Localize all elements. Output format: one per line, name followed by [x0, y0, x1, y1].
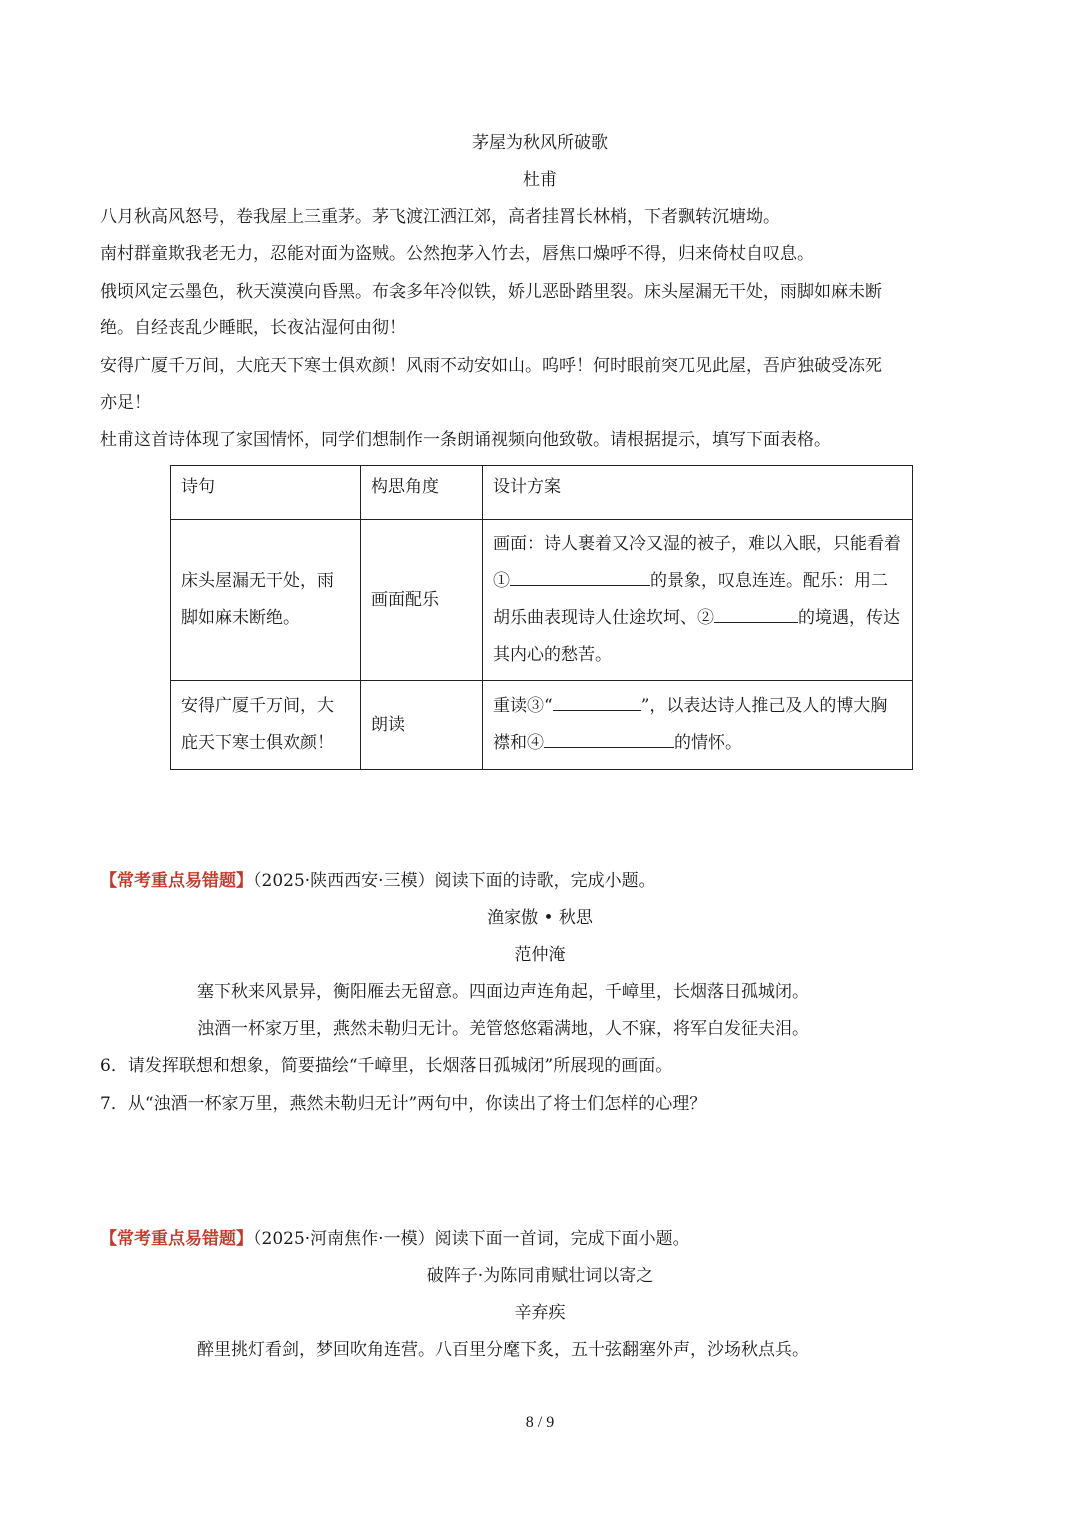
- answer-blank-3[interactable]: [553, 688, 641, 711]
- plan-text: 重读③“: [493, 696, 553, 716]
- page-number: 8 / 9: [525, 1414, 555, 1431]
- table-row: [171, 681, 913, 770]
- question-item: 6．请发挥联想和想象，简要描绘“千嶂里，长烟落日孤城闭”所展现的画面。: [100, 1056, 673, 1076]
- poem-line: 绝。自经丧乱少睡眠，长夜沾湿何由彻！: [100, 318, 406, 338]
- angle-cell: 画面配乐: [361, 520, 483, 681]
- intro-text: （2025·陕西西安·三模）阅读下面的诗歌，完成小题。: [253, 871, 656, 891]
- plan-cell: [483, 681, 913, 770]
- poem-line: 浊酒一杯家万里，燕然未勒归无计。羌管悠悠霜满地，人不寐，将军白发征夫泪。: [197, 1019, 809, 1039]
- plan-text: ”，以表达诗人推己及人的博大胸襟和④: [493, 696, 888, 753]
- poem-author: 范仲淹: [514, 945, 566, 965]
- plan-text: 的景象，叹息连连。配乐：用二胡乐曲表现诗人仕途坎坷、②: [493, 571, 888, 628]
- question-item: 7．从“浊酒一杯家万里，燕然未勒归无计”两句中，你读出了将士们怎样的心理？: [100, 1094, 707, 1114]
- poem-line: 安得广厦千万间，大庇天下寒士俱欢颜！风雨不动安如山。呜呼！何时眼前突兀见此屋，吾庐独破受冻死: [100, 356, 882, 376]
- poem-line: 塞下秋来风景异，衡阳雁去无留意。四面边声连角起，千嶂里，长烟落日孤城闭。: [197, 982, 809, 1002]
- angle-cell: 朗读: [361, 681, 483, 770]
- question-tag: 【常考重点易错题】: [100, 871, 253, 891]
- table-row: [171, 520, 913, 681]
- poem-title: 渔家傲 • 秋思: [487, 908, 593, 928]
- verse-cell: 安得广厦千万间，大庇天下寒士俱欢颜！: [171, 681, 361, 770]
- plan-cell: [483, 520, 913, 681]
- plan-text: 画面：诗人裹着又冷又湿的被子，难以入眠，只能看着①: [493, 534, 901, 591]
- instruction: 杜甫这首诗体现了家国情怀，同学们想制作一条朗诵视频向他致敬。请根据提示，填写下面表格。: [100, 430, 831, 450]
- poem-line: 八月秋高风怒号，卷我屋上三重茅。茅飞渡江洒江郊，高者挂罥长林梢，下者飘转沉塘坳。: [100, 207, 780, 227]
- table-header: 构思角度: [361, 466, 483, 520]
- question-intro: [100, 1227, 980, 1251]
- question-tag: 【常考重点易错题】: [100, 1229, 253, 1249]
- plan-text: 的情怀。: [674, 733, 742, 753]
- poem-author: 杜甫: [523, 170, 557, 190]
- answer-blank-4[interactable]: [544, 725, 674, 748]
- intro-text: （2025·河南焦作·一模）阅读下面一首词，完成下面小题。: [253, 1229, 690, 1249]
- poem-line: 俄顷风定云墨色，秋天漠漠向昏黑。布衾多年冷似铁，娇儿恶卧踏里裂。床头屋漏无干处，雨脚如麻未断: [100, 282, 882, 302]
- poem-line: 亦足！: [100, 393, 151, 413]
- question-intro: [100, 869, 980, 893]
- plan-text: 的境遇，传达其内心的愁苦。: [493, 608, 900, 665]
- table-header-row: [171, 466, 913, 520]
- table-header: 设计方案: [483, 466, 913, 520]
- poem-title: 茅屋为秋风所破歌: [472, 133, 608, 153]
- verse-cell: 床头屋漏无干处，雨脚如麻未断绝。: [171, 520, 361, 681]
- poem-line: 南村群童欺我老无力，忍能对面为盗贼。公然抱茅入竹去，唇焦口燥呼不得，归来倚杖自叹息。: [100, 244, 814, 264]
- answer-blank-2[interactable]: [714, 600, 798, 623]
- poem-title: 破阵子·为陈同甫赋壮词以寄之: [426, 1266, 654, 1286]
- table-header: 诗句: [171, 466, 361, 520]
- design-table: [170, 465, 913, 770]
- answer-blank-1[interactable]: [510, 563, 650, 586]
- poem-line: 醉里挑灯看剑，梦回吹角连营。八百里分麾下炙，五十弦翻塞外声，沙场秋点兵。: [197, 1340, 809, 1360]
- poem-author: 辛弃疾: [514, 1303, 566, 1323]
